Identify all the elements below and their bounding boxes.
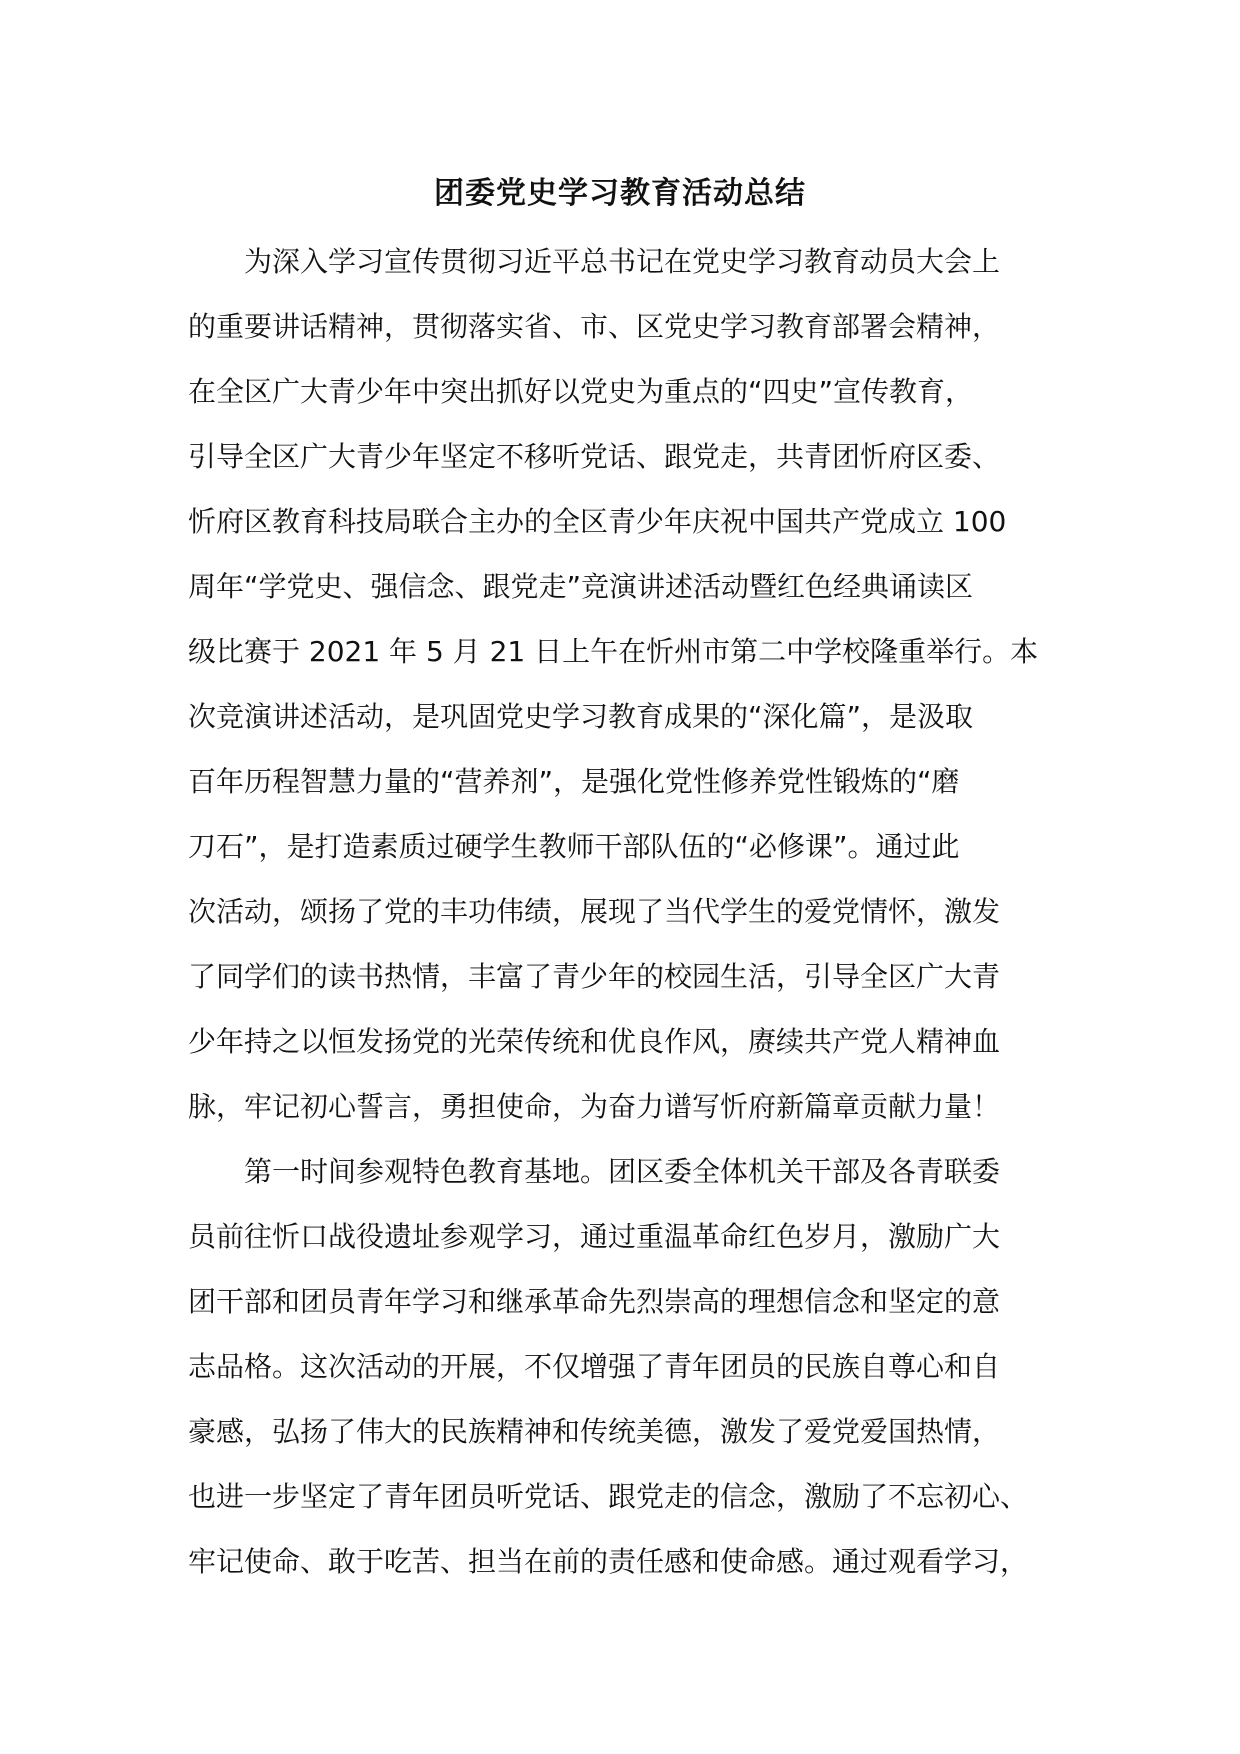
paragraph-1-line: 脉，牢记初心誓言，勇担使命，为奋力谱写忻府新篇章贡献力量！: [188, 1090, 1001, 1123]
paragraph-1-line: 百年历程智慧力量的“营养剂”，是强化党性修养党性锻炼的“磨: [188, 765, 960, 798]
document-title: 团委党史学习教育活动总结: [434, 176, 806, 211]
paragraph-2-line: 第一时间参观特色教育基地。团区委全体机关干部及各青联委: [244, 1155, 1001, 1188]
paragraph-1-line: 在全区广大青少年中突出抓好以党史为重点的“四史”宣传教育，: [188, 375, 974, 408]
paragraph-2-line: 牢记使命、敢于吃苦、担当在前的责任感和使命感。通过观看学习，: [188, 1545, 1029, 1578]
paragraph-2-line: 也进一步坚定了青年团员听党话、跟党走的信念，激励了不忘初心、: [188, 1480, 1029, 1513]
paragraph-2-line: 豪感，弘扬了伟大的民族精神和传统美德，激发了爱党爱国热情，: [188, 1415, 1001, 1448]
paragraph-1-line: 少年持之以恒发扬党的光荣传统和优良作风，赓续共产党人精神血: [188, 1025, 1001, 1058]
paragraph-2-line: 员前往忻口战役遗址参观学习，通过重温革命红色岁月，激励广大: [188, 1220, 1001, 1253]
paragraph-2-line: 志品格。这次活动的开展，不仅增强了青年团员的民族自尊心和自: [188, 1350, 1001, 1383]
paragraph-1-line: 忻府区教育科技局联合主办的全区青少年庆祝中国共产党成立 100: [188, 505, 1007, 538]
paragraph-2-line: 团干部和团员青年学习和继承革命先烈崇高的理想信念和坚定的意: [188, 1285, 1001, 1318]
paragraph-1-line: 引导全区广大青少年坚定不移听党话、跟党走，共青团忻府区委、: [188, 440, 1001, 473]
paragraph-1-line: 级比赛于 2021 年 5 月 21 日上午在忻州市第二中学校隆重举行。本: [188, 635, 1039, 668]
paragraph-1-line: 刀石”，是打造素质过硬学生教师干部队伍的“必修课”。通过此: [188, 830, 960, 863]
paragraph-1-line: 周年“学党史、强信念、跟党走”竞演讲述活动暨红色经典诵读区: [188, 570, 974, 603]
paragraph-1-line: 次活动，颂扬了党的丰功伟绩，展现了当代学生的爱党情怀，激发: [188, 895, 1001, 928]
paragraph-1-line: 了同学们的读书热情，丰富了青少年的校园生活，引导全区广大青: [188, 960, 1001, 993]
document-body: [188, 236, 1068, 1601]
paragraph-1-line: 次竞演讲述活动，是巩固党史学习教育成果的“深化篇”，是汲取: [188, 700, 974, 733]
paragraph-1-line: 的重要讲话精神，贯彻落实省、市、区党史学习教育部署会精神，: [188, 310, 1001, 343]
paragraph-1-line: 为深入学习宣传贯彻习近平总书记在党史学习教育动员大会上: [244, 245, 1001, 278]
